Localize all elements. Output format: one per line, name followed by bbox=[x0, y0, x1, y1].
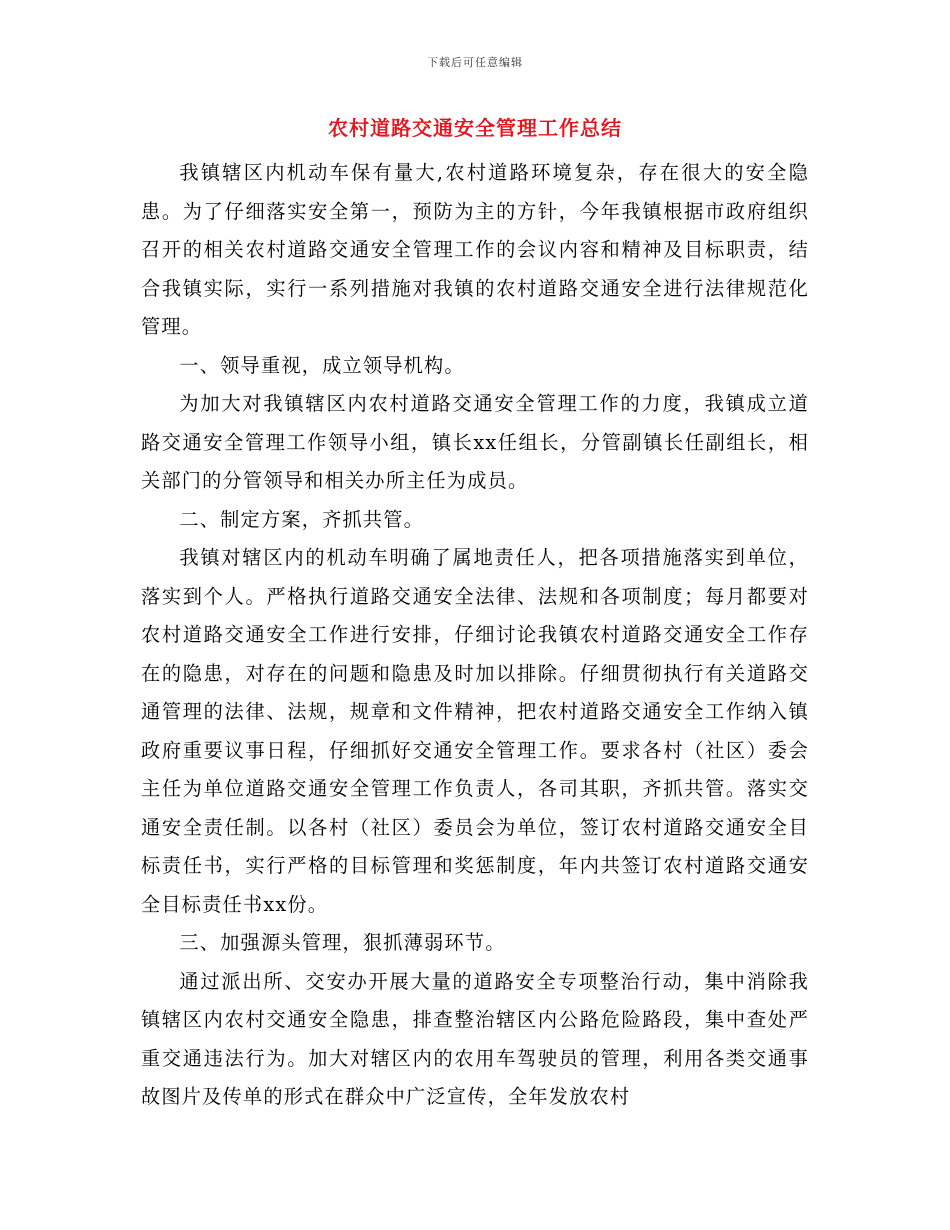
paragraph-section-1: 为加大对我镇辖区内农村道路交通安全管理工作的力度，我镇成立道路交通安全管理工作领导小组，镇长xx任组长，分管副镇长任副组长，相关部门的分管领导和相关办所主任为成员。 bbox=[141, 392, 809, 492]
header-note: 下载后可任意编辑 bbox=[427, 56, 523, 69]
paragraph-section-3: 通过派出所、交安办开展大量的道路安全专项整治行动，集中消除我镇辖区内农村交通安全隐患，排查整治辖区内公路危险路段，集中查处严重交通违法行为。加大对辖区内的农用车驾驶员的管理，利用各类交通事故图片及传单的形式在群众中广泛宣传，全年发放农村 bbox=[141, 969, 809, 1108]
section-heading-3: 三、加强源头管理，狠抓薄弱环节。 bbox=[179, 931, 506, 954]
document-body bbox=[141, 154, 809, 1117]
section-heading-1: 一、领导重视，成立领导机构。 bbox=[179, 353, 465, 377]
section-heading-2: 二、制定方案，齐抓共管。 bbox=[179, 507, 425, 531]
paragraph-intro: 我镇辖区内机动车保有量大,农村道路环境复杂，存在很大的安全隐患。为了仔细落实安全第一，预防为主的方针，今年我镇根据市政府组织召开的相关农村道路交通安全管理工作的会议内容和精神及目标职责，结合我镇实际，实行一系列措施对我镇的农村道路交通安全进行法律规范化管理。 bbox=[141, 161, 809, 338]
document-title: 农村道路交通安全管理工作总结 bbox=[328, 116, 622, 140]
paragraph-section-2: 我镇对辖区内的机动车明确了属地责任人，把各项措施落实到单位，落实到个人。严格执行道路交通安全法律、法规和各项制度；每月都要对农村道路交通安全工作进行安排，仔细讨论我镇农村道路交通安全工作存在的隐患，对存在的问题和隐患及时加以排除。仔细贯彻执行有关道路交通管理的法律、法规，规章和文件精神，把农村道路交通安全工作纳入镇政府重要议事日程，仔细抓好交通安全管理工作。要求各村（社区）委会主任为单位道路交通安全管理工作负责人，各司其职，齐抓共管。落实交通安全责任制。以各村（社区）委员会为单位，签订农村道路交通安全目标责任书，实行严格的目标管理和奖惩制度，年内共签订农村道路交通安全目标责任书xx份。 bbox=[141, 546, 809, 916]
